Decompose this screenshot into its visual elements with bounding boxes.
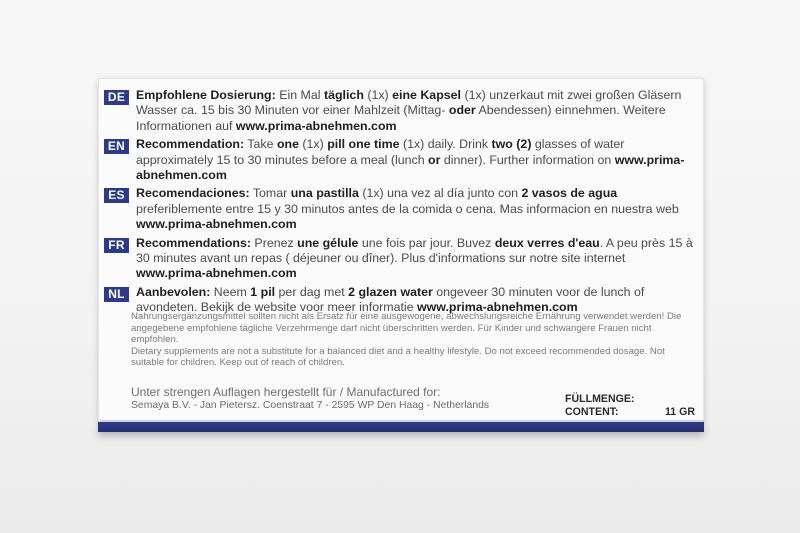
- section-en: [104, 137, 694, 183]
- fill-quantity: [565, 393, 695, 419]
- box-blue-base: [98, 422, 704, 432]
- bold-text: Empfohlene Dosierung:: [136, 88, 276, 102]
- bold-text: Aanbevolen:: [136, 284, 211, 299]
- dosage-sections: [104, 88, 694, 319]
- section-de: [104, 88, 694, 134]
- language-badge: FR: [104, 238, 129, 253]
- text: ongeveer 30 minuten voor de lunch of avondeten. Bekijk de website voor meer informatie: [136, 284, 645, 315]
- text: une fois par jour. Buvez: [358, 235, 495, 250]
- bold-text: Recommendations:: [136, 235, 251, 250]
- bold-text: www.prima-abnehmen.com: [136, 266, 297, 281]
- text: (1x) una vez al día junto con: [358, 186, 522, 201]
- section-text: [136, 236, 694, 282]
- fill-label-en: CONTENT:: [565, 406, 619, 418]
- text: Neem: [210, 284, 251, 299]
- fill-value: 11 GR: [664, 406, 695, 418]
- language-badge: DE: [104, 90, 129, 105]
- disclaimer: [131, 311, 696, 369]
- manufacturer-heading: Unter strengen Auflagen hergestellt für / Manufactured for:: [131, 385, 441, 399]
- text: (1x) daily. Drink: [399, 137, 492, 152]
- text: Take: [244, 137, 277, 152]
- section-text: [136, 137, 694, 183]
- text: glasses of water approximately 15 to 30 minutes before a meal (lunch: [136, 137, 625, 167]
- fill-label-de: FÜLLMENGE:: [565, 393, 635, 405]
- manufacturer-address: Semaya B.V. - Jan Pietersz. Coenstraat 7 - 2595 WP Den Haag - Netherlands: [131, 400, 490, 411]
- bold-text: www.prima-abnehmen.com: [136, 152, 685, 183]
- bold-text: 2 vasos de agua: [521, 186, 618, 201]
- disclaimer-de: Nahrungsergänzungsmittel sollten nicht als Ersatz für eine ausgewogene, abwechslungsreiche Ernährung verwendet werden! Die angegebene empfohlene tägliche Verzehrmenge darf nicht überschritten werden. Für Kinder und schwangere Frauen nicht empfohlen.: [131, 311, 682, 346]
- bold-text: two (2): [491, 137, 532, 152]
- bold-text: Recommendation:: [136, 137, 245, 152]
- section-fr: [104, 236, 694, 282]
- text: Tomar: [249, 186, 291, 201]
- section-text: [136, 88, 694, 134]
- bold-text: 1 pil: [250, 284, 276, 299]
- text: (1x) unzerkaut mit zwei großen Gläsern Wasser ca. 15 bis 30 Minuten vor einer Mahlzeit (Mittag-: [136, 88, 682, 118]
- bold-text: une gélule: [297, 235, 359, 250]
- bold-text: 2 glazen water: [348, 284, 433, 299]
- bold-text: www.prima-abnehmen.com: [136, 217, 297, 232]
- bold-text: täglich: [323, 88, 364, 102]
- text: per dag met: [275, 284, 349, 299]
- language-badge: NL: [104, 287, 129, 302]
- bold-text: one: [276, 137, 299, 152]
- language-badge: EN: [104, 139, 129, 154]
- bold-text: deux verres d'eau: [494, 235, 600, 250]
- bold-text: una pastilla: [290, 186, 359, 201]
- text: Abendessen) einnehmen. Weitere Informationen auf: [136, 103, 666, 133]
- text: dinner). Further information on: [440, 152, 615, 167]
- bold-text: Recomendaciones:: [136, 186, 250, 201]
- section-es: [104, 186, 694, 232]
- bold-text: pill one time: [327, 137, 400, 152]
- text: Ein Mal: [275, 88, 324, 102]
- bold-text: www.prima-abnehmen.com: [235, 118, 397, 133]
- text: . A peu près 15 à 30 minutes avant un repas ( déjeuner ou dîner). Plus d'informations sur notre site internet: [136, 235, 693, 266]
- bold-text: eine Kapsel: [392, 88, 461, 102]
- text: (1x): [363, 88, 393, 102]
- manufacturer-block: [131, 385, 561, 413]
- bold-text: or: [428, 152, 441, 167]
- disclaimer-en: Dietary supplements are not a substitute for a balanced diet and a healthy lifestyle. Do not exceed recommended dosage. Not suitable for children. Keep out of reach of children.: [131, 345, 665, 369]
- section-text: [136, 186, 694, 232]
- bold-text: oder: [448, 103, 476, 118]
- text: preferiblemente entre 15 y 30 minutos antes de la comida o cena. Mas informacion en nuestra web: [136, 201, 679, 216]
- text: (1x): [298, 137, 328, 152]
- text: Prenez: [250, 235, 298, 250]
- bold-text: www.prima-abnehmen.com: [417, 300, 578, 315]
- language-badge: ES: [104, 188, 129, 203]
